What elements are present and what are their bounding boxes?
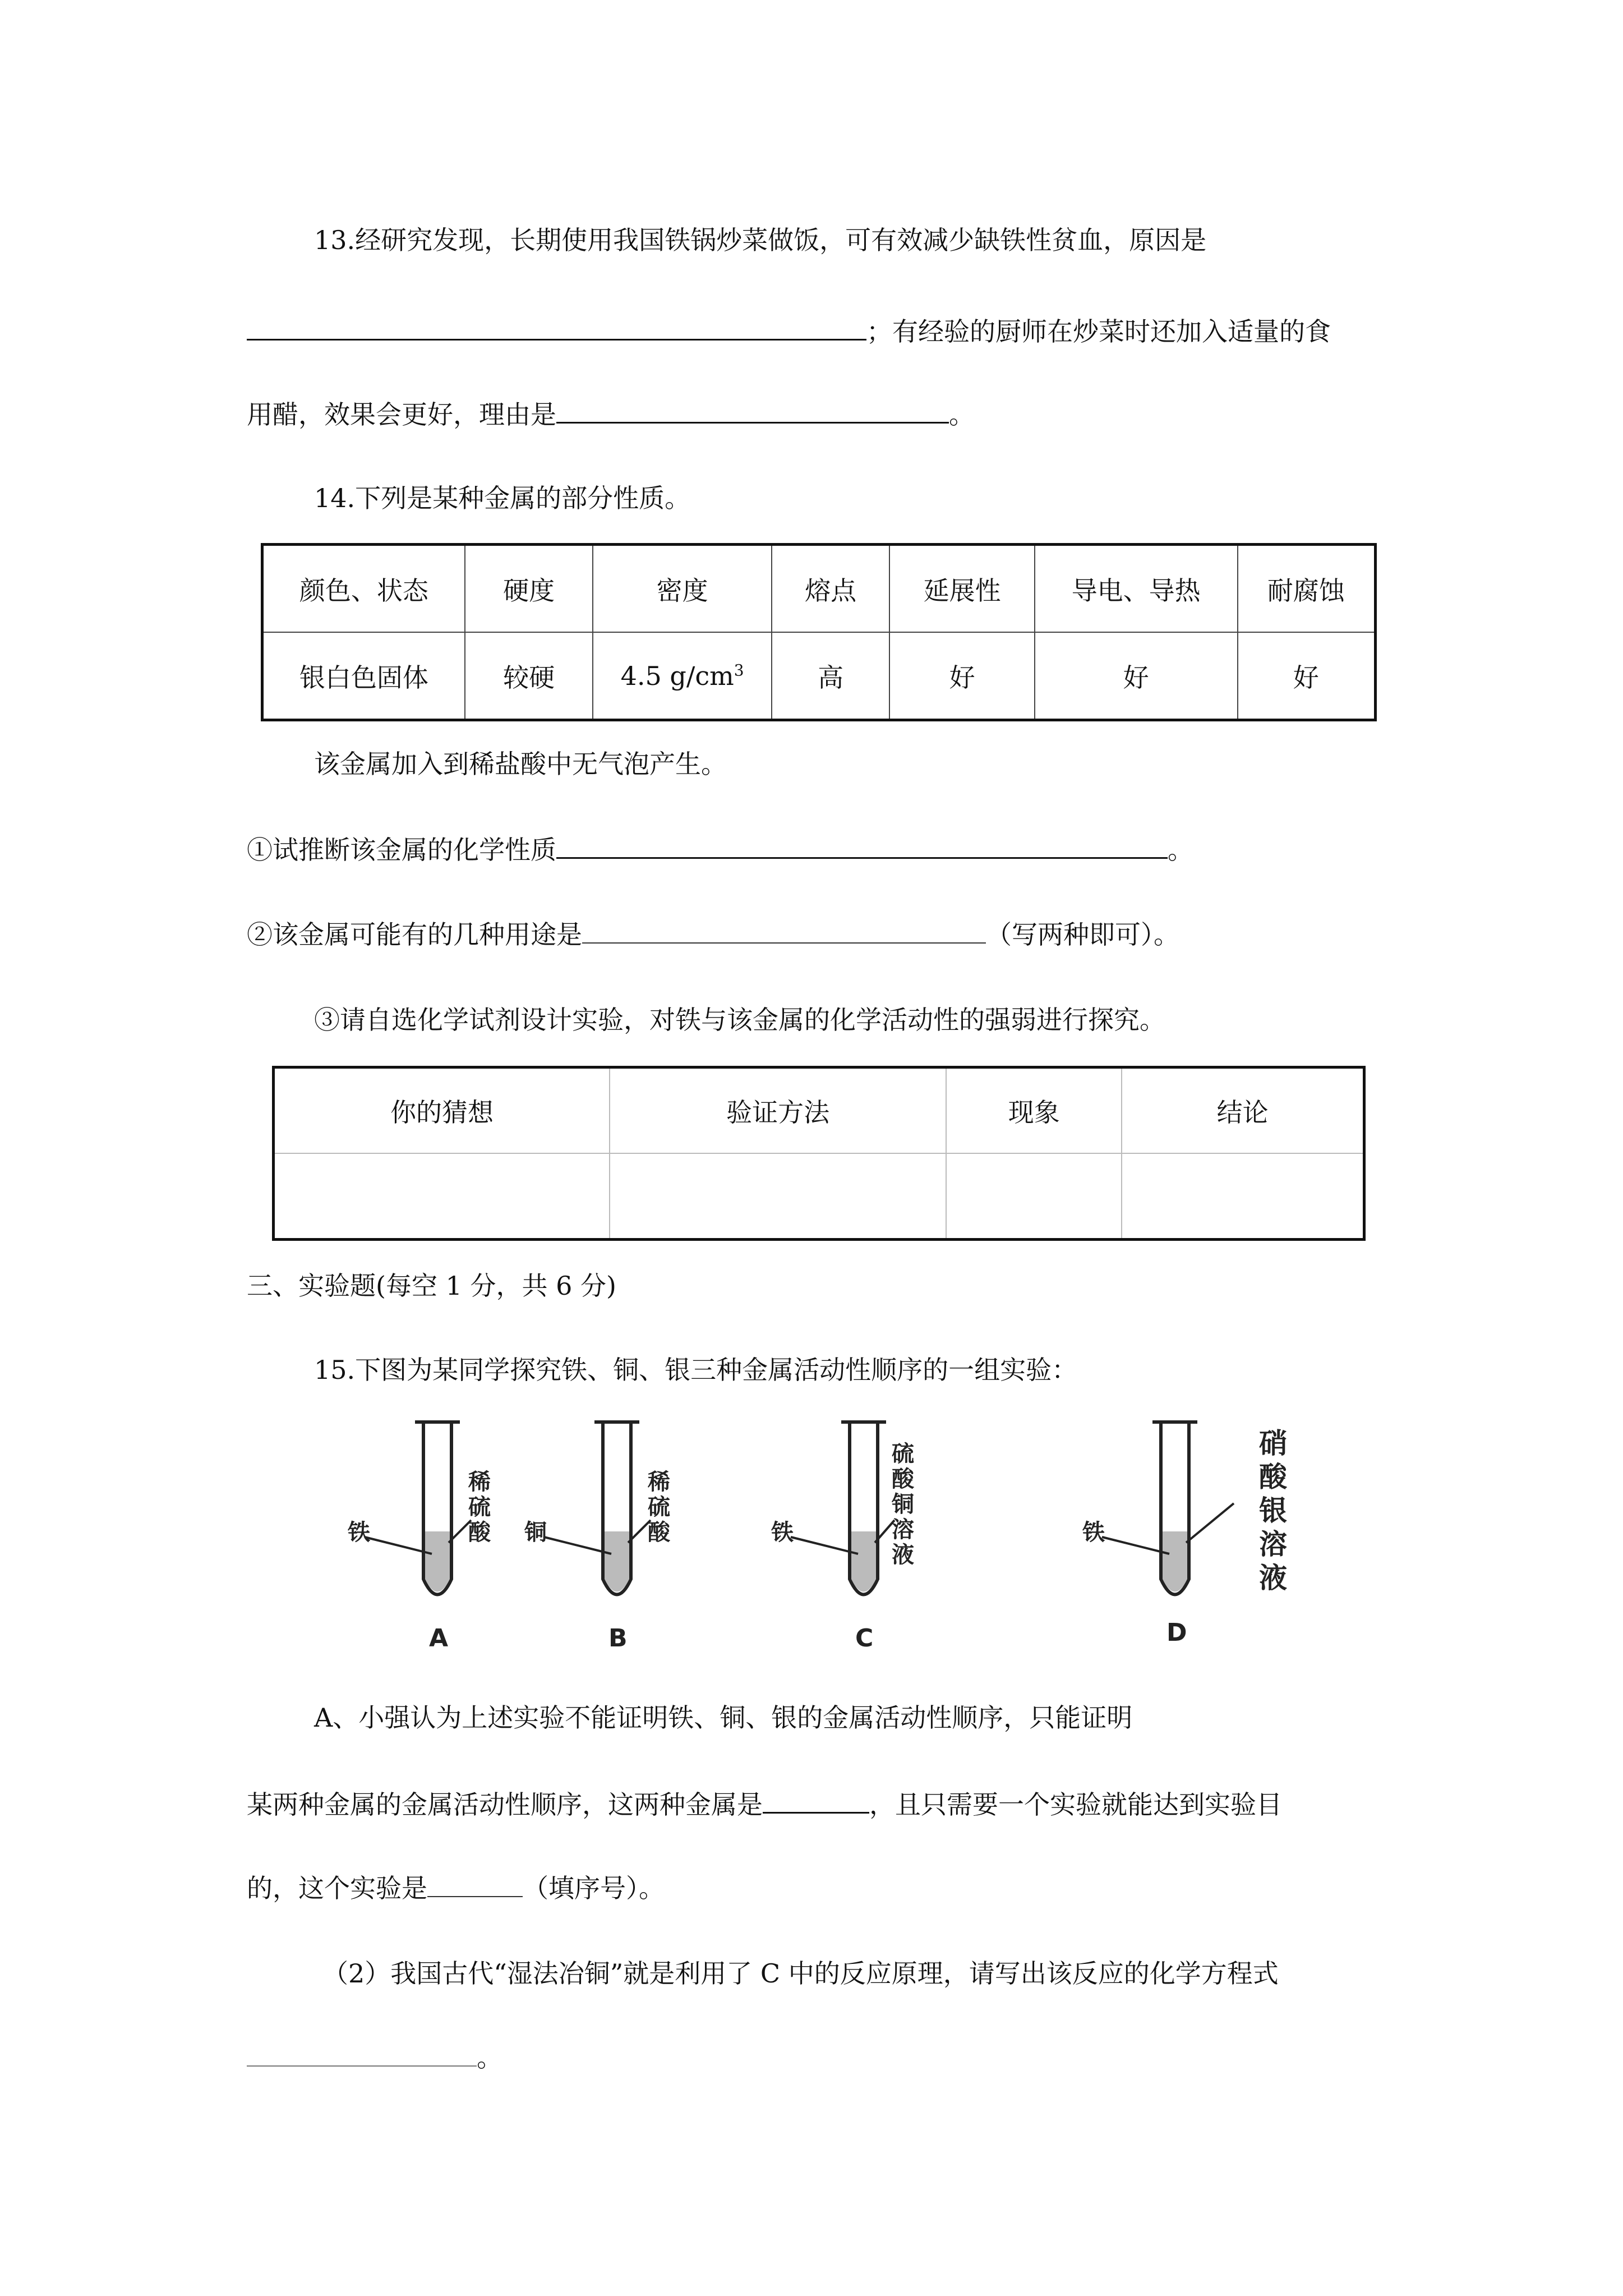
tube-b-solution-1: 稀 xyxy=(648,1469,670,1495)
density-sup: 3 xyxy=(734,661,744,680)
test-tube-c xyxy=(771,1422,915,1653)
tube-b-solution-2: 硫 xyxy=(648,1494,670,1520)
q15-title: 15.下图为某同学探究铁、铜、银三种金属活动性顺序的一组实验： xyxy=(314,1355,1078,1385)
q14-item2 xyxy=(247,918,1179,951)
metal-properties-table xyxy=(261,543,1377,721)
tube-c-solution-3: 铜 xyxy=(892,1492,914,1517)
tube-d-solution-4: 溶 xyxy=(1259,1528,1287,1561)
header-cell: 你的猜想 xyxy=(274,1068,610,1154)
q14-title: 14.下列是某种金属的部分性质。 xyxy=(314,483,691,513)
tube-c-metal: 铁 xyxy=(771,1520,794,1545)
q15-part2-answer-line xyxy=(247,2041,502,2074)
q15-part-a-line3-after: （填序号）。 xyxy=(523,1873,665,1903)
tube-d-solution-5: 液 xyxy=(1259,1562,1287,1594)
table-row xyxy=(274,1153,1364,1240)
q15-part-a-line3-text: 的，这个实验是 xyxy=(247,1873,427,1903)
value-cell: 较硬 xyxy=(465,632,593,720)
table-header-row xyxy=(274,1068,1364,1154)
header-cell: 验证方法 xyxy=(610,1068,946,1154)
q15-part-a-line2 xyxy=(247,1787,1282,1821)
table-header-row xyxy=(262,545,1376,633)
q14-item2-text: ②该金属可能有的几种用途是 xyxy=(247,919,582,950)
q13-line3 xyxy=(247,397,975,431)
header-cell: 导电、导热 xyxy=(1035,545,1238,633)
header-cell: 耐腐蚀 xyxy=(1238,545,1376,633)
header-cell: 延展性 xyxy=(889,545,1034,633)
tube-d-solution-2: 酸 xyxy=(1259,1461,1287,1493)
header-cell: 现象 xyxy=(946,1068,1122,1154)
header-cell: 结论 xyxy=(1122,1068,1364,1154)
density-value: 4.5 g/cm xyxy=(620,660,734,691)
value-cell: 高 xyxy=(772,632,890,720)
tube-b-label: B xyxy=(608,1624,628,1653)
q15-blank-metals[interactable] xyxy=(763,1787,869,1814)
tube-a-label: A xyxy=(429,1624,449,1653)
tube-c-solution-2: 酸 xyxy=(892,1466,914,1492)
section3-heading: 三、实验题(每空 1 分，共 6 分) xyxy=(247,1271,616,1301)
q15-part2-end: 。 xyxy=(477,2042,502,2073)
q14-item3: ③请自选化学试剂设计实验，对铁与该金属的化学活动性的强弱进行探究。 xyxy=(314,1005,1165,1035)
tube-c-label: C xyxy=(855,1624,874,1653)
q13-line3-end: 。 xyxy=(949,399,975,430)
value-cell-density xyxy=(593,632,771,720)
tube-c-solution-1: 硫 xyxy=(892,1441,914,1467)
q13-line2-text: ；有经验的厨师在炒菜时还加入适量的食 xyxy=(866,316,1331,347)
value-cell: 银白色固体 xyxy=(262,632,465,720)
test-tube-d xyxy=(1082,1422,1288,1647)
q13-blank2[interactable] xyxy=(556,397,949,424)
tube-b-metal: 铜 xyxy=(524,1520,547,1545)
q13-line1: 13.经研究发现，长期使用我国铁锅炒菜做饭，可有效减少缺铁性贫血，原因是 xyxy=(314,225,1207,255)
header-cell: 熔点 xyxy=(772,545,890,633)
q15-part-a-line1: A、小强认为上述实验不能证明铁、铜、银的金属活动性顺序，只能证明 xyxy=(314,1703,1133,1733)
experiment-table xyxy=(272,1066,1366,1241)
test-tube-b xyxy=(524,1422,671,1653)
answer-cell-phenomenon[interactable] xyxy=(946,1153,1122,1240)
q15-part-a-line2-text: 某两种金属的金属活动性顺序，这两种金属是 xyxy=(247,1789,763,1820)
header-cell: 密度 xyxy=(593,545,771,633)
q15-blank-equation[interactable] xyxy=(247,2041,477,2067)
value-cell: 好 xyxy=(1238,632,1376,720)
tube-d-solution-3: 银 xyxy=(1259,1494,1287,1527)
value-cell: 好 xyxy=(889,632,1034,720)
tube-b-solution-3: 酸 xyxy=(648,1520,670,1545)
q14-item1-end: 。 xyxy=(1168,835,1193,865)
tube-c-solution-5: 液 xyxy=(892,1542,914,1568)
q14-item2-after: （写两种即可）。 xyxy=(986,919,1179,950)
q13-line2 xyxy=(247,314,1331,348)
q14-item1 xyxy=(247,832,1193,867)
table-row xyxy=(262,632,1376,720)
q15-blank-experiment[interactable] xyxy=(427,1871,523,1897)
answer-cell-conclusion[interactable] xyxy=(1122,1153,1364,1240)
q14-blank1[interactable] xyxy=(556,832,1168,859)
q15-part2: （2）我国古代“湿法冶铜”就是利用了 C 中的反应原理，请写出该反应的化学方程式 xyxy=(322,1958,1279,1989)
tube-a-solution-2: 硫 xyxy=(468,1494,491,1520)
tube-a-solution-3: 酸 xyxy=(468,1520,491,1545)
test-tube-a xyxy=(347,1422,491,1653)
header-cell: 颜色、状态 xyxy=(262,545,465,633)
q14-blank2[interactable] xyxy=(582,918,986,944)
q13-blank1[interactable] xyxy=(247,314,866,341)
tube-d-metal: 铁 xyxy=(1082,1520,1105,1545)
value-cell: 好 xyxy=(1035,632,1238,720)
tube-a-metal: 铁 xyxy=(348,1520,370,1545)
q14-note: 该金属加入到稀盐酸中无气泡产生。 xyxy=(314,749,727,779)
answer-cell-method[interactable] xyxy=(610,1153,946,1240)
test-tube-diagram xyxy=(348,1419,1312,1655)
header-cell: 硬度 xyxy=(465,545,593,633)
answer-cell-guess[interactable] xyxy=(274,1153,610,1240)
q15-part-a-line3 xyxy=(247,1871,665,1905)
q15-part-a-line2-after: ，且只需要一个实验就能达到实验目 xyxy=(869,1789,1282,1820)
q13-line3-text: 用醋，效果会更好，理由是 xyxy=(247,399,556,430)
q14-item1-text: ①试推断该金属的化学性质 xyxy=(247,835,556,865)
tube-d-label: D xyxy=(1166,1618,1187,1647)
tube-c-solution-4: 溶 xyxy=(892,1517,914,1543)
tube-d-solution-1: 硝 xyxy=(1259,1427,1287,1460)
tube-a-solution-1: 稀 xyxy=(468,1469,491,1495)
